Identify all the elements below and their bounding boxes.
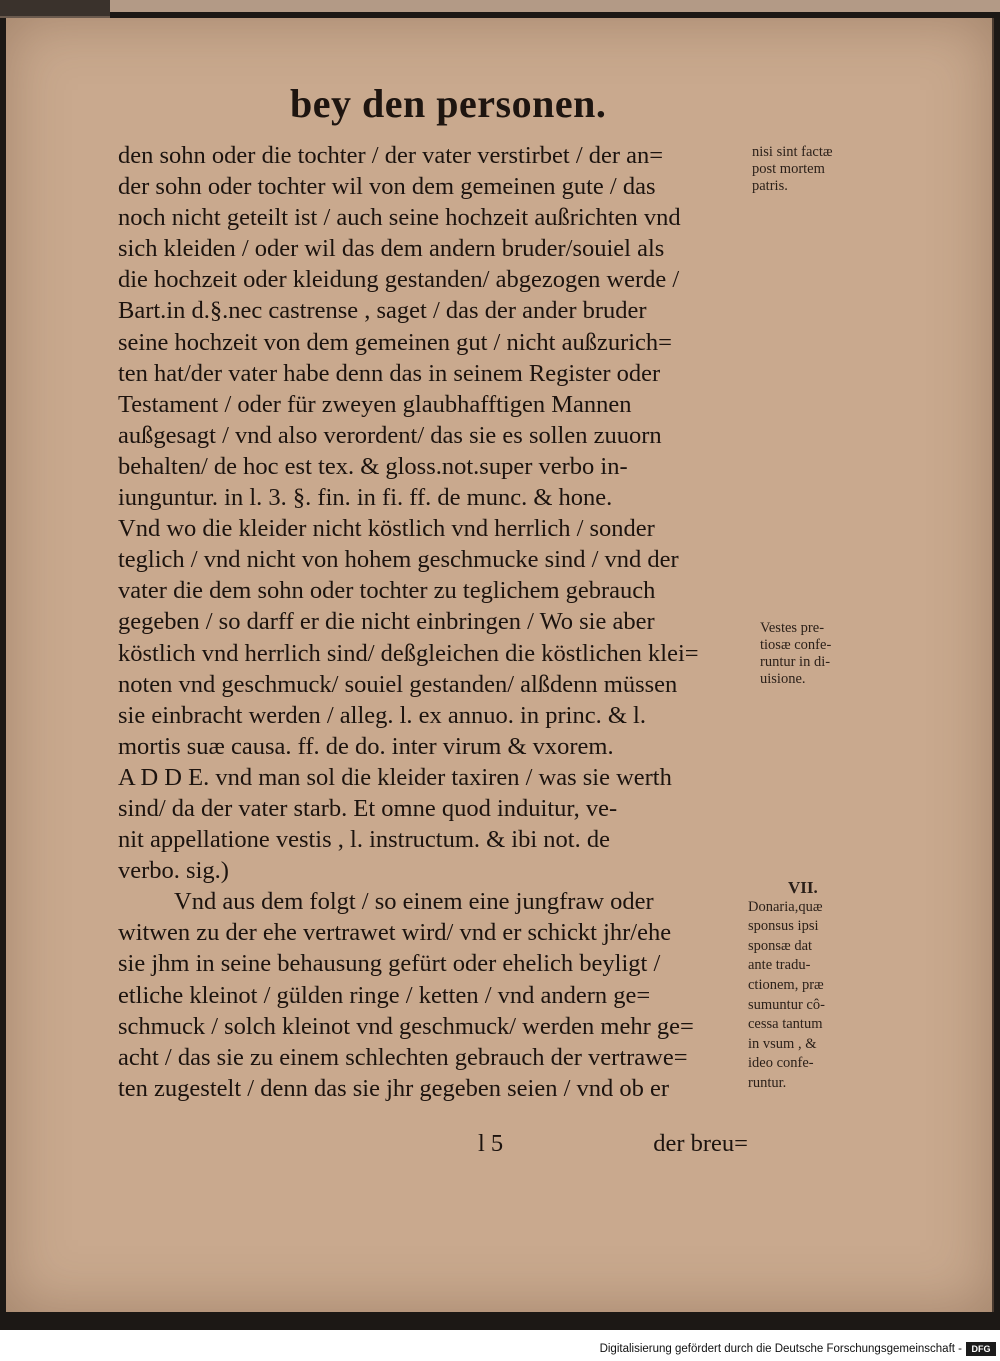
text-line: sie jhm in seine behausung gefürt oder ehelich beyligt /: [118, 950, 661, 978]
text-line: witwen zu der ehe vertrawet wird/ vnd er schickt jhr/ehe: [118, 919, 672, 947]
margin-note-line: ante tradu-: [748, 957, 811, 974]
margin-note: [748, 878, 825, 1094]
margin-note-line: cessa tantum: [748, 1016, 823, 1033]
text-line: verbo. sig.): [118, 857, 229, 885]
body-text: [118, 140, 748, 1104]
text-line: seine hochzeit von dem gemeinen gut / nicht außzurich=: [118, 328, 673, 356]
margin-note-line: ctionem, præ: [748, 976, 824, 993]
text-line: ten hat/der vater habe denn das in seinem Register oder: [118, 359, 661, 387]
margin-note-line: sumuntur cô-: [748, 996, 825, 1013]
dfg-logo: DFG: [966, 1342, 996, 1356]
scan-top-tab: [0, 0, 110, 18]
margin-note-line: in vsum , &: [748, 1035, 817, 1052]
text-line: noch nicht geteilt ist / auch seine hochzeit außrichten vnd: [118, 204, 681, 232]
text-line: nit appellatione vestis , l. instructum. & ibi not. de: [118, 826, 610, 854]
text-line: Bart.in d.§.nec castrense , saget / das der ander bruder: [118, 297, 647, 325]
text-line: gegeben / so darff er die nicht einbringen / Wo sie aber: [118, 608, 655, 636]
scan-top-strip: [110, 0, 1000, 12]
text-line: den sohn oder die tochter / der vater verstirbet / der an=: [118, 142, 664, 169]
text-line: teglich / vnd nicht von hohem geschmucke sind / vnd der: [118, 546, 679, 574]
text-line: sind/ da der vater starb. Et omne quod induitur, ve-: [118, 794, 618, 822]
text-line: etliche kleinot / gülden ringe / ketten / vnd andern ge=: [118, 981, 651, 1009]
page-footer: [118, 1130, 748, 1164]
text-line: noten vnd geschmuck/ souiel gestanden/ alßdenn müssen: [118, 670, 678, 698]
margin-note-line: runtur in di-: [760, 654, 831, 670]
margin-note-line: uisione.: [760, 671, 806, 687]
text-line: mortis suæ causa. ff. de do. inter virum & vxorem.: [118, 732, 614, 760]
text-line: vater die dem sohn oder tochter zu teglichem gebrauch: [118, 577, 656, 605]
text-line: iunguntur. in l. 3. §. fin. in fi. ff. de munc. & hone.: [118, 484, 613, 512]
margin-note: [760, 620, 831, 688]
running-head: bey den personen.: [290, 81, 607, 126]
margin-note-line: sponsæ dat: [748, 937, 813, 954]
text-line: schmuck / solch kleinot vnd geschmuck/ werden mehr ge=: [118, 1012, 694, 1040]
margin-note-line: Donaria,quæ: [748, 898, 823, 915]
margin-note-line: tiosæ confe-: [760, 637, 832, 653]
margin-note-line: post mortem: [752, 161, 825, 177]
text-line: Vnd wo die kleider nicht köstlich vnd herrlich / sonder: [118, 515, 655, 543]
text-line: ten zugestelt / denn das sie jhr gegeben seien / vnd ob er: [118, 1074, 670, 1102]
margin-note-line: ideo confe-: [748, 1055, 814, 1072]
text-line: der sohn oder tochter wil von dem gemeinen gute / das: [118, 173, 656, 201]
margin-note-line: sponsus ipsi: [748, 918, 819, 935]
margin-note-line: nisi sint factæ: [752, 144, 833, 160]
text-line: acht / das sie zu einem schlechten gebrauch der vertrawe=: [118, 1043, 688, 1071]
text-line: sich kleiden / oder wil das dem andern bruder/souiel als: [118, 235, 665, 263]
text-line: A D D E. vnd man sol die kleider taxiren / was sie werth: [118, 763, 672, 791]
text-line: die hochzeit oder kleidung gestanden/ abgezogen werde /: [118, 266, 680, 294]
text-line: behalten/ de hoc est tex. & gloss.not.super verbo in-: [118, 452, 628, 480]
margin-note-line: runtur.: [748, 1074, 787, 1091]
signature-mark: l 5: [478, 1130, 504, 1157]
text-line: Vnd aus dem folgt / so einem eine jungfraw oder: [174, 888, 654, 916]
digitization-credit: Digitalisierung gefördert durch die Deutsche Forschungsgemeinschaft -: [599, 1343, 962, 1355]
margin-note-line: patris.: [752, 178, 788, 194]
catchword: der breu=: [653, 1130, 748, 1157]
text-line: außgesagt / vnd also verordent/ das sie es sollen zuuorn: [118, 421, 662, 449]
margin-note: [752, 144, 833, 195]
page-edge: [992, 18, 994, 1312]
margin-note-line: Vestes pre-: [760, 620, 825, 636]
text-line: Testament / oder für zweyen glaubhafftigen Mannen: [118, 390, 632, 418]
text-line: köstlich vnd herrlich sind/ deßgleichen die köstlichen klei=: [118, 639, 699, 667]
text-line: sie einbracht werden / alleg. l. ex annuo. in princ. & l.: [118, 701, 646, 729]
section-number: VII.: [788, 878, 818, 897]
